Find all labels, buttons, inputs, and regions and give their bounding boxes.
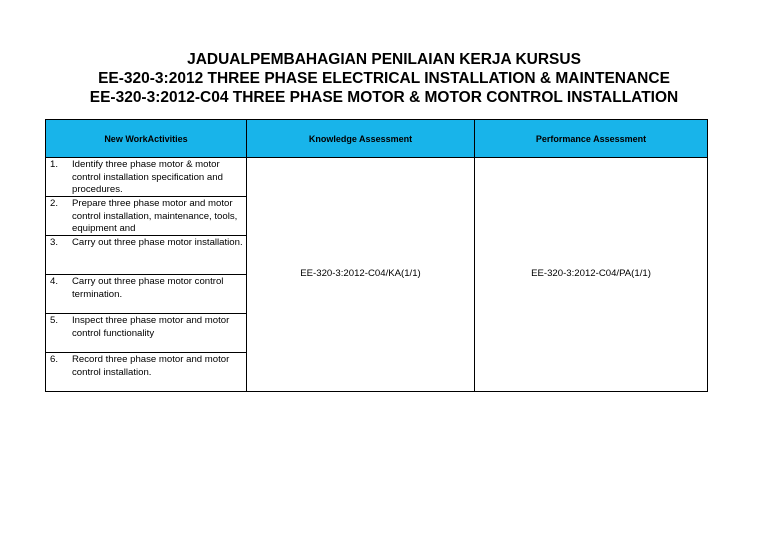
table-header-row [46,120,708,158]
column-header-work-activities: New WorkActivities [46,120,247,158]
table-row [46,158,708,197]
activity-text: Prepare three phase motor and motor control installation, maintenance, tools, equipment and [72,198,238,234]
activity-text: Record three phase motor and motor control installation. [72,354,230,378]
activity-cell [46,314,247,353]
activity-number: 1. [50,159,59,170]
performance-assessment-code: EE-320-3:2012-C04/PA(1/1) [475,158,708,392]
knowledge-assessment-code: EE-320-3:2012-C04/KA(1/1) [247,158,475,392]
activity-cell [46,236,247,275]
title-line-2: EE-320-3:2012 THREE PHASE ELECTRICAL INSTALLATION & MAINTENANCE [98,70,670,87]
activity-number: 3. [50,237,59,248]
title-line-1: JADUALPEMBAHAGIAN PENILAIAN KERJA KURSUS [187,51,581,68]
activity-number: 4. [50,276,59,287]
activity-number: 5. [50,315,59,326]
document-title-block [0,50,768,107]
title-line-3: EE-320-3:2012-C04 THREE PHASE MOTOR & MOTOR CONTROL INSTALLATION [89,89,679,106]
column-header-knowledge-assessment: Knowledge Assessment [247,120,475,158]
activity-text: Carry out three phase motor control termination. [72,276,224,300]
activity-number: 6. [50,354,59,365]
activity-number: 2. [50,198,59,209]
activity-text: Carry out three phase motor installation. [72,237,243,248]
column-header-performance-assessment: Performance Assessment [475,120,708,158]
activity-cell [46,158,247,197]
activity-text: Identify three phase motor & motor control installation specification and procedures. [72,159,223,195]
activity-text: Inspect three phase motor and motor control functionality [72,315,230,339]
activity-cell [46,197,247,236]
assessment-table [45,119,708,392]
activity-cell [46,353,247,392]
activity-cell [46,275,247,314]
